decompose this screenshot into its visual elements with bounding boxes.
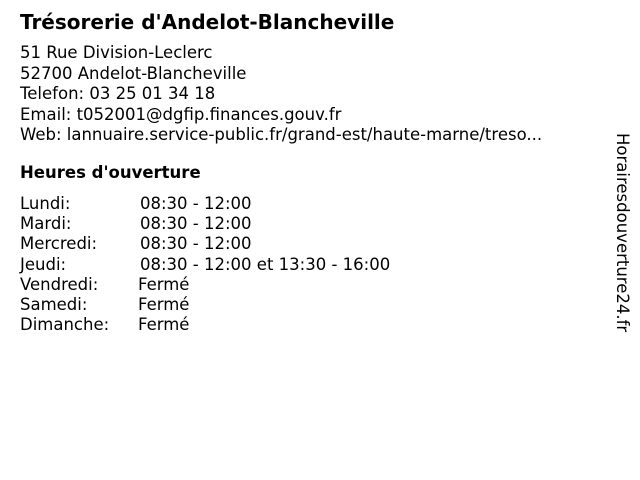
day-label: Samedi: xyxy=(20,294,88,314)
day-hours: 08:30 - 12:00 et 13:30 - 16:00 xyxy=(140,254,391,274)
email-line: Email: t052001@dgfip.finances.gouv.fr xyxy=(20,104,342,124)
day-label: Vendredi: xyxy=(20,274,99,294)
day-label: Lundi: xyxy=(20,194,71,213)
address-line-2: 52700 Andelot-Blancheville xyxy=(20,63,247,83)
contact-info xyxy=(20,43,542,146)
phone-line: Telefon: 03 25 01 34 18 xyxy=(20,84,216,103)
web-line: Web: lannuaire.service-public.fr/grand-est/haute-marne/treso... xyxy=(20,125,543,144)
address-line-1: 51 Rue Division-Leclerc xyxy=(20,43,213,62)
opening-hours-heading: Heures d'ouverture xyxy=(20,163,201,182)
day-hours: Fermé xyxy=(138,274,190,294)
day-hours: 08:30 - 12:00 xyxy=(140,214,252,234)
day-hours: Fermé xyxy=(138,315,190,335)
day-label: Dimanche: xyxy=(20,315,110,335)
day-hours: Fermé xyxy=(138,294,190,314)
day-label: Jeudi: xyxy=(20,254,67,274)
day-label: Mardi: xyxy=(20,214,72,234)
site-watermark: Horairesdouverture24.fr xyxy=(613,133,632,333)
day-hours: 08:30 - 12:00 xyxy=(140,234,252,254)
day-label: Mercredi: xyxy=(20,234,98,254)
day-hours: 08:30 - 12:00 xyxy=(140,194,252,213)
page-title: Trésorerie d'Andelot-Blancheville xyxy=(20,10,395,34)
